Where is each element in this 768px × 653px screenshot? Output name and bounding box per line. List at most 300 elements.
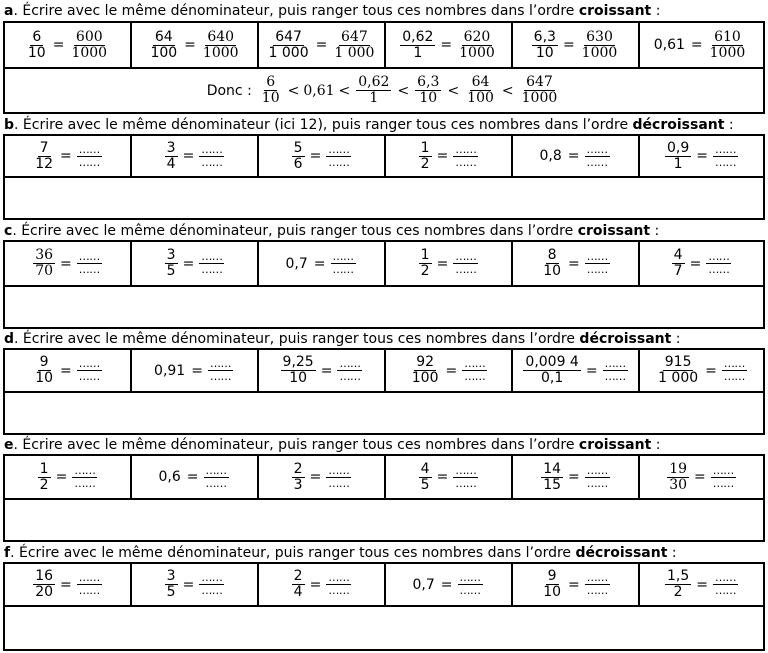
section-b-fraction-row xyxy=(5,136,763,178)
given-decimal: 0,6 xyxy=(158,469,181,485)
converted-fraction xyxy=(69,30,109,60)
section-c-cell-3 xyxy=(259,242,386,285)
answer-denominator: 10 xyxy=(261,90,280,106)
converted-numerator: 630 xyxy=(586,28,613,45)
blank-fraction xyxy=(77,358,102,382)
section-c-heading: c. Écrire avec le même dénominateur, puis ranger tous ces nombres dans l’ordre croissant : xyxy=(4,223,660,239)
given-numerator: 0,9 xyxy=(667,139,690,156)
given-denominator: 1 000 xyxy=(268,44,309,61)
blank-fraction xyxy=(72,465,97,489)
equals-sign: = xyxy=(184,37,196,53)
section-e-cell-4 xyxy=(386,456,513,498)
given-denominator: 30 xyxy=(669,476,688,493)
blank-fraction xyxy=(722,358,747,382)
section-f-cell-6 xyxy=(640,564,763,605)
equals-sign: = xyxy=(562,37,575,53)
equals-sign: = xyxy=(60,255,72,272)
less-than-sign: < xyxy=(447,82,460,99)
given-fraction xyxy=(410,355,441,385)
blank-numerator[interactable]: …… xyxy=(209,357,231,371)
given-numerator: 3 xyxy=(166,139,176,156)
blank-denominator[interactable]: …… xyxy=(586,584,608,597)
blank-denominator[interactable]: …… xyxy=(339,370,361,383)
converted-denominator: 1000 xyxy=(581,44,618,61)
blank-fraction xyxy=(337,358,362,382)
blank-denominator[interactable]: …… xyxy=(328,584,350,597)
given-decimal: 0,8 xyxy=(539,148,562,164)
blank-fraction xyxy=(706,251,731,275)
given-numerator: 2 xyxy=(293,460,303,477)
section-a-fraction-row xyxy=(5,23,763,69)
given-denominator: 10 xyxy=(543,263,562,279)
given-denominator: 5 xyxy=(166,263,176,279)
section-e-table xyxy=(3,454,765,542)
given-denominator: 0,1 xyxy=(540,370,564,386)
section-d-answer-row[interactable] xyxy=(5,393,763,433)
section-c-cell-2 xyxy=(132,242,259,285)
blank-numerator[interactable]: …… xyxy=(78,250,100,264)
equals-sign: = xyxy=(313,255,326,272)
converted-fraction xyxy=(708,30,748,60)
given-numerator: 9,25 xyxy=(282,354,314,371)
answer-denominator: 100 xyxy=(467,90,494,106)
given-numerator: 64 xyxy=(154,28,173,45)
given-fraction xyxy=(665,569,691,599)
section-e-cell-1 xyxy=(5,456,132,498)
given-numerator: 16 xyxy=(35,568,54,585)
blank-fraction xyxy=(326,572,351,596)
answer-denominator: 1000 xyxy=(521,90,558,106)
blank-denominator[interactable]: …… xyxy=(464,370,486,383)
given-fraction xyxy=(419,141,432,171)
blank-numerator[interactable]: …… xyxy=(201,571,223,585)
given-fraction xyxy=(33,141,55,171)
given-numerator: 0,009 4 xyxy=(525,354,579,371)
section-c-fraction-row xyxy=(5,242,763,287)
section-b-answer-row[interactable] xyxy=(5,178,763,218)
given-numerator: 9 xyxy=(39,354,49,371)
equals-sign: = xyxy=(436,148,449,164)
given-decimal: 0,7 xyxy=(412,576,435,593)
blank-numerator[interactable]: …… xyxy=(586,463,608,477)
less-than-sign: < xyxy=(287,82,300,99)
equals-sign: = xyxy=(60,148,72,164)
section-b-cell-6 xyxy=(640,136,763,176)
blank-denominator[interactable]: …… xyxy=(586,155,608,169)
equals-sign: = xyxy=(690,37,703,53)
given-denominator: 10 xyxy=(35,370,54,386)
blank-numerator[interactable]: …… xyxy=(715,142,736,156)
blank-denominator[interactable]: …… xyxy=(201,263,223,276)
section-d-table xyxy=(3,348,765,435)
equals-sign: = xyxy=(315,37,328,53)
blank-denominator[interactable]: …… xyxy=(586,263,608,276)
section-e-cell-2 xyxy=(132,456,259,498)
converted-fraction xyxy=(201,30,241,60)
blank-denominator[interactable]: …… xyxy=(455,476,477,490)
converted-numerator: 640 xyxy=(207,28,235,45)
blank-denominator[interactable]: …… xyxy=(455,155,477,169)
section-f-cell-1 xyxy=(5,564,132,605)
section-f-cell-2 xyxy=(132,564,259,605)
answer-fraction xyxy=(465,75,496,105)
answer-numerator: 6 xyxy=(266,74,276,91)
blank-denominator[interactable]: …… xyxy=(708,263,730,276)
section-c-cell-4 xyxy=(386,242,513,285)
given-fraction xyxy=(281,355,316,385)
given-denominator: 2 xyxy=(39,476,49,493)
equals-sign: = xyxy=(60,576,72,593)
given-denominator: 20 xyxy=(35,584,54,600)
blank-fraction xyxy=(453,144,478,168)
blank-numerator[interactable]: …… xyxy=(604,357,626,371)
equals-sign: = xyxy=(436,469,449,485)
section-f-table xyxy=(3,562,765,651)
blank-numerator[interactable]: …… xyxy=(708,250,730,264)
answer-numerator: 647 xyxy=(526,74,553,91)
given-denominator: 1 000 xyxy=(658,370,699,386)
converted-fraction xyxy=(332,30,376,60)
blank-denominator[interactable]: …… xyxy=(604,370,626,383)
blank-numerator[interactable]: …… xyxy=(74,463,96,477)
blank-fraction xyxy=(585,465,610,489)
blank-fraction xyxy=(713,144,738,168)
blank-fraction xyxy=(208,358,233,382)
given-denominator: 10 xyxy=(27,44,46,61)
given-numerator: 6,3 xyxy=(533,28,556,45)
given-numerator: 647 xyxy=(275,28,302,45)
equals-sign: = xyxy=(309,148,322,164)
equals-sign: = xyxy=(60,362,72,379)
given-denominator: 5 xyxy=(166,584,176,600)
given-numerator: 1,5 xyxy=(667,568,690,585)
section-d-fraction-row xyxy=(5,350,763,393)
given-numerator: 1 xyxy=(420,247,430,264)
blank-denominator[interactable]: …… xyxy=(715,155,736,169)
answer-denominator: 1 xyxy=(369,90,379,106)
blank-fraction xyxy=(199,144,224,168)
given-fraction xyxy=(532,30,558,60)
equals-sign: = xyxy=(440,576,453,593)
blank-fraction xyxy=(199,251,224,275)
section-f-cell-3 xyxy=(259,564,386,605)
blank-fraction xyxy=(77,251,102,275)
equals-sign: = xyxy=(309,576,322,593)
given-numerator: 4 xyxy=(673,247,683,264)
blank-denominator[interactable]: …… xyxy=(586,476,608,490)
equals-sign: = xyxy=(320,362,333,379)
equals-sign: = xyxy=(191,362,203,379)
equals-sign: = xyxy=(696,148,708,164)
converted-denominator: 1000 xyxy=(709,44,746,61)
blank-numerator[interactable]: …… xyxy=(586,571,608,585)
given-fraction xyxy=(656,355,700,385)
blank-fraction xyxy=(713,572,738,596)
blank-fraction xyxy=(326,144,351,168)
section-a-cell-1 xyxy=(5,23,132,67)
converted-denominator: 1000 xyxy=(202,44,239,61)
equals-sign: = xyxy=(696,576,708,593)
section-d-cell-2 xyxy=(132,350,259,391)
equals-sign: = xyxy=(694,469,706,485)
section-d-cell-4 xyxy=(386,350,513,391)
section-b-cell-5 xyxy=(513,136,640,176)
section-f-cell-4 xyxy=(386,564,513,605)
section-c-answer-row[interactable] xyxy=(5,287,763,327)
blank-fraction xyxy=(585,572,610,596)
blank-denominator[interactable]: …… xyxy=(201,155,223,169)
given-denominator: 6 xyxy=(293,155,303,172)
equals-sign: = xyxy=(52,37,65,53)
section-e-fraction-row xyxy=(5,456,763,500)
section-a-cell-5 xyxy=(513,23,640,67)
answer-label: Donc : xyxy=(206,82,252,99)
blank-numerator[interactable]: …… xyxy=(712,463,734,477)
given-fraction xyxy=(400,30,435,60)
blank-fraction xyxy=(585,251,610,275)
section-f-fraction-row xyxy=(5,564,763,607)
section-e-cell-3 xyxy=(259,456,386,498)
given-denominator: 100 xyxy=(150,44,178,61)
given-numerator: 3 xyxy=(166,247,176,264)
given-fraction xyxy=(267,30,311,60)
given-decimal: 0,91 xyxy=(154,362,186,379)
given-numerator: 36 xyxy=(35,247,54,264)
blank-fraction xyxy=(326,465,351,489)
answer-fraction xyxy=(520,75,560,105)
answer-order xyxy=(5,75,763,105)
converted-numerator: 647 xyxy=(341,28,368,45)
section-d-heading: d. Écrire avec le même dénominateur, puis ranger tous ces nombres dans l’ordre décroissant : xyxy=(4,331,681,347)
given-numerator: 0,62 xyxy=(402,28,434,45)
equals-sign: = xyxy=(55,469,68,485)
converted-numerator: 600 xyxy=(75,28,103,45)
given-fraction xyxy=(148,30,179,60)
section-f-answer-row[interactable] xyxy=(5,607,763,649)
blank-numerator[interactable]: …… xyxy=(715,571,736,585)
equals-sign: = xyxy=(567,148,580,164)
section-a-cell-2 xyxy=(132,23,259,67)
given-fraction xyxy=(541,462,563,492)
answer-numerator: 64 xyxy=(471,74,490,91)
section-c-cell-5 xyxy=(513,242,640,285)
equals-sign: = xyxy=(182,255,195,272)
blank-denominator[interactable]: …… xyxy=(78,584,100,597)
given-denominator: 10 xyxy=(535,44,554,61)
blank-numerator[interactable]: …… xyxy=(205,463,227,477)
given-numerator: 92 xyxy=(416,354,435,371)
blank-fraction xyxy=(711,465,736,489)
equals-sign: = xyxy=(440,37,453,53)
given-fraction xyxy=(672,248,685,278)
given-denominator: 10 xyxy=(289,370,308,386)
section-d-cell-6 xyxy=(640,350,763,391)
blank-denominator[interactable]: …… xyxy=(459,584,481,597)
blank-numerator[interactable]: …… xyxy=(586,250,608,264)
less-than-sign: < xyxy=(501,82,514,99)
given-numerator: 3 xyxy=(166,568,176,585)
given-fraction xyxy=(292,462,305,492)
given-fraction xyxy=(165,569,178,599)
blank-denominator[interactable]: …… xyxy=(328,155,350,169)
section-b-cell-3 xyxy=(259,136,386,176)
blank-numerator[interactable]: …… xyxy=(586,142,608,156)
given-denominator: 5 xyxy=(420,476,430,493)
blank-denominator[interactable]: …… xyxy=(209,370,231,383)
blank-numerator[interactable]: …… xyxy=(455,250,477,264)
equals-sign: = xyxy=(309,469,322,485)
given-fraction xyxy=(292,569,305,599)
answer-fraction xyxy=(415,75,441,105)
given-numerator: 915 xyxy=(664,354,692,371)
blank-denominator[interactable]: …… xyxy=(328,476,350,490)
section-d-cell-1 xyxy=(5,350,132,391)
equals-sign: = xyxy=(568,255,580,272)
equals-sign: = xyxy=(182,576,195,593)
blank-denominator[interactable]: …… xyxy=(715,584,736,597)
given-denominator: 10 xyxy=(543,584,562,600)
section-d-cell-5 xyxy=(513,350,640,391)
given-denominator: 70 xyxy=(35,263,54,279)
blank-numerator[interactable]: …… xyxy=(459,571,481,585)
section-b-heading: b. Écrire avec le même dénominateur (ici 12), puis ranger tous ces nombres dans l’ordre décroissant : xyxy=(4,117,734,133)
given-fraction xyxy=(165,248,178,278)
blank-denominator[interactable]: …… xyxy=(332,263,354,276)
blank-numerator[interactable]: …… xyxy=(78,571,100,585)
blank-denominator[interactable]: …… xyxy=(78,155,100,169)
given-denominator: 2 xyxy=(420,155,430,172)
given-numerator: 9 xyxy=(547,568,557,585)
section-f-cell-5 xyxy=(513,564,640,605)
blank-numerator[interactable]: …… xyxy=(723,357,745,371)
given-fraction xyxy=(38,462,51,492)
equals-sign: = xyxy=(182,148,195,164)
converted-numerator: 610 xyxy=(714,28,741,45)
blank-numerator[interactable]: …… xyxy=(201,142,223,156)
section-b-cell-1 xyxy=(5,136,132,176)
section-e-heading: e. Écrire avec le même dénominateur, puis ranger tous ces nombres dans l’ordre croissant : xyxy=(4,437,661,453)
given-numerator: 7 xyxy=(39,139,49,156)
given-numerator: 5 xyxy=(293,139,303,156)
section-d-cell-3 xyxy=(259,350,386,391)
blank-denominator[interactable]: …… xyxy=(723,370,745,383)
blank-fraction xyxy=(453,465,478,489)
blank-numerator[interactable]: …… xyxy=(455,142,477,156)
section-a-cell-3 xyxy=(259,23,386,67)
converted-fraction xyxy=(580,30,620,60)
blank-numerator[interactable]: …… xyxy=(78,142,100,156)
given-fraction xyxy=(33,248,55,278)
blank-numerator[interactable]: …… xyxy=(332,250,354,264)
section-a-answer-cell xyxy=(5,69,763,112)
given-decimal: 0,61 xyxy=(653,37,685,53)
blank-numerator[interactable]: …… xyxy=(464,357,486,371)
blank-numerator[interactable]: …… xyxy=(78,357,100,371)
section-c-cell-1 xyxy=(5,242,132,285)
given-numerator: 1 xyxy=(420,139,430,156)
blank-fraction xyxy=(585,144,610,168)
blank-denominator[interactable]: …… xyxy=(712,476,734,490)
less-than-sign: < xyxy=(397,82,410,99)
blank-numerator[interactable]: …… xyxy=(328,571,350,585)
equals-sign: = xyxy=(689,255,702,272)
converted-fraction xyxy=(457,30,497,60)
blank-fraction xyxy=(603,358,628,382)
given-denominator: 1 xyxy=(673,155,683,172)
section-b-table xyxy=(3,134,765,220)
given-numerator: 19 xyxy=(669,460,688,477)
given-numerator: 8 xyxy=(547,247,557,264)
given-fraction xyxy=(26,30,48,60)
section-a-table xyxy=(3,21,765,114)
given-denominator: 4 xyxy=(293,584,303,600)
converted-denominator: 1 000 xyxy=(334,44,375,61)
converted-numerator: 620 xyxy=(463,28,491,45)
answer-numerator: 0,62 xyxy=(358,74,390,91)
less-than-sign: < xyxy=(338,82,351,99)
given-numerator: 6 xyxy=(32,28,42,45)
answer-denominator: 10 xyxy=(419,90,438,106)
blank-numerator[interactable]: …… xyxy=(455,463,477,477)
given-decimal: 0,7 xyxy=(285,255,308,272)
given-denominator: 2 xyxy=(420,263,430,279)
blank-denominator[interactable]: …… xyxy=(78,370,100,383)
section-b-cell-2 xyxy=(132,136,259,176)
given-denominator: 15 xyxy=(543,476,562,493)
given-fraction xyxy=(33,569,55,599)
section-c-table xyxy=(3,240,765,329)
blank-numerator[interactable]: …… xyxy=(201,250,223,264)
given-numerator: 4 xyxy=(420,460,430,477)
blank-denominator[interactable]: …… xyxy=(455,263,477,276)
given-fraction xyxy=(419,248,432,278)
blank-numerator[interactable]: …… xyxy=(339,357,361,371)
given-fraction xyxy=(665,141,691,171)
blank-denominator[interactable]: …… xyxy=(201,584,223,597)
section-a-cell-6 xyxy=(640,23,763,67)
given-denominator: 2 xyxy=(673,584,683,600)
section-f-heading: f. Écrire avec le même dénominateur, puis ranger tous ces nombres dans l’ordre décroissant : xyxy=(4,545,677,561)
section-a-answer-row xyxy=(5,69,763,112)
blank-numerator[interactable]: …… xyxy=(328,463,350,477)
blank-denominator[interactable]: …… xyxy=(78,263,100,276)
given-denominator: 4 xyxy=(166,155,176,172)
answer-numerator: 6,3 xyxy=(417,74,440,91)
given-fraction xyxy=(541,248,563,278)
answer-fraction xyxy=(356,75,391,105)
equals-sign: = xyxy=(445,362,458,379)
given-denominator: 1 xyxy=(413,44,423,61)
answer-fraction xyxy=(260,75,282,105)
blank-fraction xyxy=(204,465,229,489)
equals-sign: = xyxy=(585,362,598,379)
blank-numerator[interactable]: …… xyxy=(328,142,350,156)
equals-sign: = xyxy=(186,469,199,485)
equals-sign: = xyxy=(568,469,580,485)
blank-fraction xyxy=(199,572,224,596)
section-a-heading: a. Écrire avec le même dénominateur, puis ranger tous ces nombres dans l’ordre croissant : xyxy=(4,3,661,19)
blank-denominator[interactable]: …… xyxy=(74,476,96,490)
section-c-cell-6 xyxy=(640,242,763,285)
section-e-cell-5 xyxy=(513,456,640,498)
given-numerator: 14 xyxy=(543,460,562,477)
given-denominator: 7 xyxy=(673,263,683,279)
blank-denominator[interactable]: …… xyxy=(205,476,227,490)
given-denominator: 3 xyxy=(293,476,303,493)
section-e-answer-row[interactable] xyxy=(5,500,763,540)
given-fraction xyxy=(292,141,305,171)
section-b-cell-4 xyxy=(386,136,513,176)
